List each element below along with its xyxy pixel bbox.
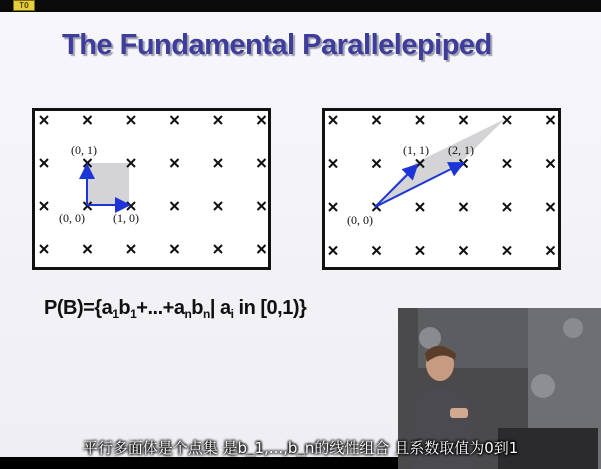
app-badge-icon[interactable]: TO — [13, 0, 35, 11]
lattice-point — [40, 159, 48, 167]
lattice-point — [460, 116, 468, 124]
fundamental-square — [87, 163, 129, 205]
lattice-points — [40, 116, 266, 253]
lattice-point — [214, 116, 222, 124]
point-label-0-0: (0, 0) — [347, 213, 373, 227]
lattice-point — [127, 245, 135, 253]
lattice-points — [329, 116, 555, 255]
point-label-1-1: (1, 1) — [403, 143, 429, 157]
point-label-0-1: (0, 1) — [71, 143, 97, 157]
lattice-point — [84, 245, 92, 253]
lattice-point — [329, 203, 337, 211]
lattice-point — [329, 160, 337, 168]
lattice-point — [547, 160, 555, 168]
lattice-point — [373, 247, 381, 255]
lattice-point — [416, 116, 424, 124]
lattice-point — [460, 203, 468, 211]
lattice-point — [258, 159, 266, 167]
lattice-point — [416, 247, 424, 255]
lattice-point — [214, 202, 222, 210]
lattice-diagram-skewed — [322, 108, 561, 270]
lattice-point — [40, 202, 48, 210]
top-bar — [0, 0, 601, 12]
point-label-1-0: (1, 0) — [113, 211, 139, 225]
lattice-point — [214, 159, 222, 167]
lattice-point — [547, 116, 555, 124]
lattice-point — [171, 245, 179, 253]
lattice-point — [460, 247, 468, 255]
point-label-2-1: (2, 1) — [448, 143, 474, 157]
lattice-square-svg — [35, 111, 268, 267]
lattice-point — [171, 159, 179, 167]
lattice-point — [503, 247, 511, 255]
lattice-point — [171, 202, 179, 210]
lattice-point — [127, 116, 135, 124]
lattice-point — [373, 160, 381, 168]
lattice-point — [329, 116, 337, 124]
lattice-point — [258, 245, 266, 253]
lattice-point — [416, 203, 424, 211]
lattice-point — [84, 116, 92, 124]
lattice-point — [547, 203, 555, 211]
lattice-point — [40, 245, 48, 253]
lattice-skewed-svg — [325, 111, 558, 267]
subtitle-caption: 平行多面体是个点集 是b_1,...,b_n的线性组合 且系数取值为0到1 — [82, 439, 519, 457]
lattice-point — [329, 247, 337, 255]
lattice-point — [503, 116, 511, 124]
lattice-point — [547, 247, 555, 255]
lattice-point — [503, 203, 511, 211]
fundamental-parallelogram — [375, 119, 505, 207]
lattice-point — [258, 202, 266, 210]
lattice-point — [258, 116, 266, 124]
lattice-point — [373, 116, 381, 124]
lattice-point — [503, 160, 511, 168]
lattice-point — [171, 116, 179, 124]
lattice-diagram-square — [32, 108, 271, 270]
lattice-point — [40, 116, 48, 124]
point-label-0-0: (0, 0) — [59, 211, 85, 225]
lattice-point — [214, 245, 222, 253]
slide-title: The Fundamental Parallelepiped — [62, 29, 492, 61]
bottom-bar — [0, 457, 398, 469]
parallelepiped-definition: $P(B)=\{a_1b_1+...+a_nb_n|$ $a_i$ in [0,1)} — [44, 297, 307, 321]
